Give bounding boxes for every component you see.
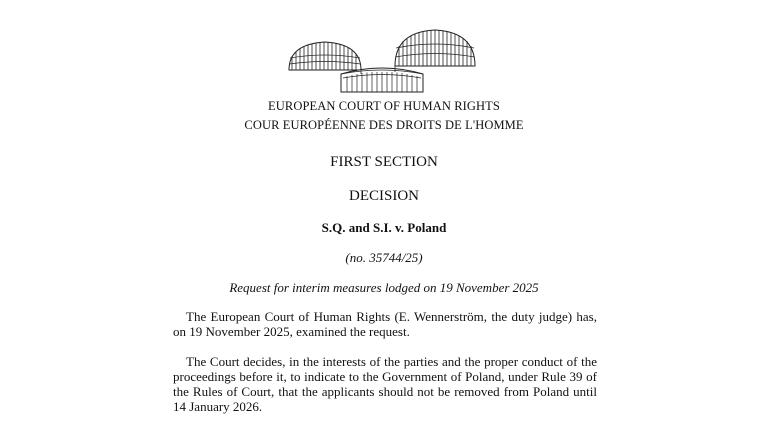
court-building-icon — [283, 26, 481, 96]
case-title: S.Q. and S.I. v. Poland — [321, 220, 447, 235]
section-heading: FIRST SECTION — [330, 154, 438, 170]
document-type-heading: DECISION — [349, 188, 419, 204]
request-line: Request for interim measures lodged on 19 November 2025 — [229, 280, 539, 295]
paragraph-examination: The European Court of Human Rights (E. Wennerström, the duty judge) has, on 19 November 2025, examined the request. — [173, 309, 597, 339]
paragraph-decision: The Court decides, in the interests of the parties and the proper conduct of the proceedings before it, to indicate to the Government of Poland, under Rule 39 of the Rules of Court, that the applicants should not be removed from Poland until 14 January 2026. — [173, 354, 597, 414]
court-name-english: EUROPEAN COURT OF HUMAN RIGHTS — [268, 99, 500, 113]
court-name-french: COUR EUROPÉENNE DES DROITS DE L'HOMME — [244, 118, 524, 132]
case-number: (no. 35744/25) — [345, 250, 423, 265]
